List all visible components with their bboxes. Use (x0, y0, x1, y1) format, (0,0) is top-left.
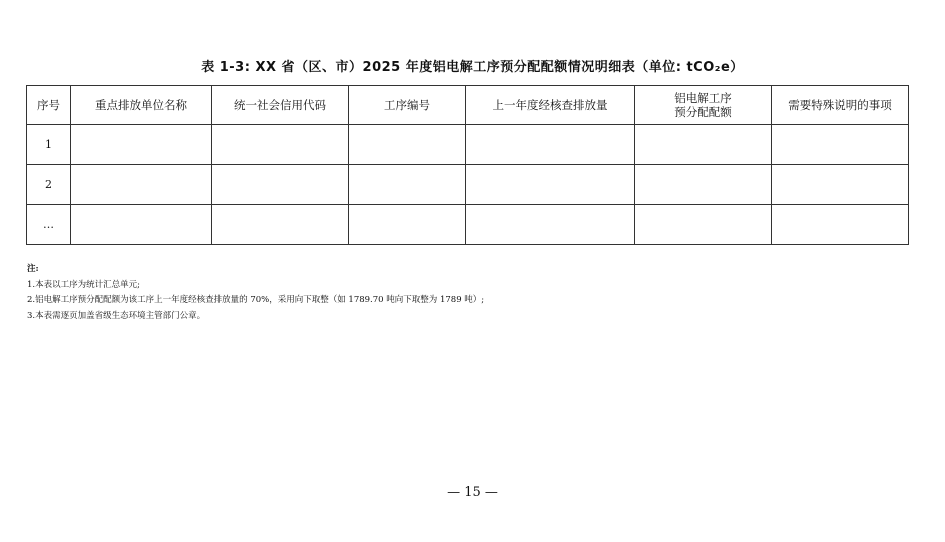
header-cell: 铝电解工序 预分配配额 (635, 86, 772, 125)
header-cell: 工序编号 (349, 86, 466, 125)
table-cell (349, 165, 466, 205)
header-cell: 上一年度经核查排放量 (466, 86, 635, 125)
table-row (27, 205, 909, 245)
header-cell: 需要特殊说明的事项 (772, 86, 909, 125)
table-cell (71, 125, 212, 165)
table-cell (212, 125, 349, 165)
header-cell: 重点排放单位名称 (71, 86, 212, 125)
table-row (27, 165, 909, 205)
quota-table (26, 85, 909, 245)
note-item: 2.铝电解工序预分配配额为该工序上一年度经核查排放量的 70%，采用向下取整（如 1789.70 吨向下取整为 1789 吨）; (27, 295, 485, 305)
table-cell (635, 205, 772, 245)
header-cell: 序号 (27, 86, 71, 125)
table-cell (212, 205, 349, 245)
table-cell (772, 205, 909, 245)
notes-heading: 注: (27, 264, 39, 274)
table-cell (466, 165, 635, 205)
table-row (27, 125, 909, 165)
table-cell (71, 165, 212, 205)
table-header-row (27, 86, 909, 125)
notes-section (27, 262, 484, 324)
table-cell (466, 125, 635, 165)
table-title: 表 1-3: XX 省（区、市）2025 年度铝电解工序预分配配额情况明细表（单位: tCO₂e） (201, 60, 744, 75)
table-cell (71, 205, 212, 245)
table-cell (772, 125, 909, 165)
row-number-cell: 2 (27, 165, 71, 205)
header-cell: 统一社会信用代码 (212, 86, 349, 125)
table-cell (212, 165, 349, 205)
table-cell (635, 125, 772, 165)
table-cell (772, 165, 909, 205)
note-item: 1.本表以工序为统计汇总单元; (27, 279, 140, 290)
note-item: 3.本表需逐页加盖省级生态环境主管部门公章。 (27, 310, 206, 321)
table-cell (635, 165, 772, 205)
table-cell (466, 205, 635, 245)
page-number: — 15 — (447, 485, 498, 500)
table-cell (349, 205, 466, 245)
table-cell (349, 125, 466, 165)
row-number-cell: 1 (27, 125, 71, 165)
row-number-cell: … (27, 205, 71, 245)
